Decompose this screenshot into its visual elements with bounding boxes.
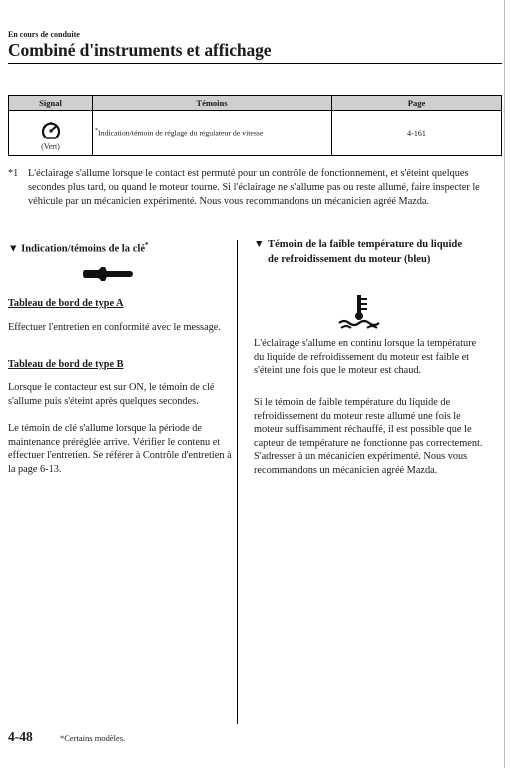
footnote-text: L'éclairage s'allume lorsque le contact est permuté pour un contrôle de fonctionnement, et s'éteint quelques secondes plus tard, ou quand le moteur tourne. Si l'éclairage ne s'allume pas ou reste allumé, faire inspecter le véhicule par un mécanicien expérimenté. Nous vous recommandons un mécanicien agréé Mazda. [28, 168, 480, 208]
signal-col-header: Signal [9, 96, 93, 111]
type-b-heading: Tableau de bord de type B [8, 359, 124, 370]
temoin-description [93, 111, 332, 156]
coolant-heading [254, 238, 474, 267]
temoin-text: Indication/témoin de réglage du régulateur de vitesse [98, 128, 264, 138]
key-indicator-heading-text: Indication/témoins de la clé [21, 243, 146, 255]
type-b-paragraph-1: Lorsque le contacteur est sur ON, le témoin de clé s'allume puis s'éteint après quelques secondes. [8, 382, 215, 407]
page-edge [504, 0, 505, 768]
type-a-text: Effectuer l'entretien en conformité avec le message. [8, 322, 221, 333]
footnote-ref: * [95, 128, 98, 135]
type-b-paragraph-2: Le témoin de clé s'allume lorsque la période de maintenance préréglée arrive. Vérifier le contenu et effectuer l'entretien. Se référer à Contrôle d'entretien à la page 6-13. [8, 423, 232, 475]
footnote-mark: *1 [8, 168, 19, 179]
cruise-control-indicator-icon [39, 119, 63, 141]
type-a-heading: Tableau de bord de type A [8, 298, 124, 309]
coolant-paragraph-1: L'éclairage s'allume en continu lorsque la température du liquide de refroidissement du moteur est faible et s'éteint une fois que le moteur est chaud. [254, 338, 477, 377]
heading-asterisk: * [145, 241, 149, 249]
page-reference-link[interactable]: 4-161 [332, 111, 502, 156]
column-divider [237, 240, 238, 724]
signal-cell [9, 111, 93, 156]
section-label: En cours de conduite [8, 30, 80, 39]
footer-note: *Certains modèles. [60, 733, 126, 743]
page-col-header: Page [332, 96, 502, 111]
title-divider [8, 63, 502, 64]
key-indicator-heading [8, 238, 233, 257]
page-title: Combiné d'instruments et affichage [8, 40, 272, 60]
signal-table [8, 95, 502, 156]
coolant-temperature-icon [337, 293, 381, 329]
temoins-col-header: Témoins [93, 96, 332, 111]
signal-color-label: (Vert) [41, 142, 60, 151]
coolant-heading-text: Témoin de la faible température du liquide de refroidissement du moteur (bleu) [268, 239, 463, 265]
triangle-marker-icon: ▼ [254, 239, 265, 250]
coolant-paragraph-2: Si le témoin de faible température du liquide de refroidissement du moteur reste allumé une fois le moteur suffisamment réchauffé, il est possible que le capteur de température ne fonctionne pas correctement. S'adresser à un mécanicien expérimenté. Nous vous recommandons un mécanicien agréé Mazda. [254, 397, 483, 476]
triangle-marker-icon: ▼ [8, 243, 19, 255]
table-row [9, 111, 502, 156]
wrench-icon [83, 263, 135, 285]
page-number: 4-48 [8, 729, 33, 744]
